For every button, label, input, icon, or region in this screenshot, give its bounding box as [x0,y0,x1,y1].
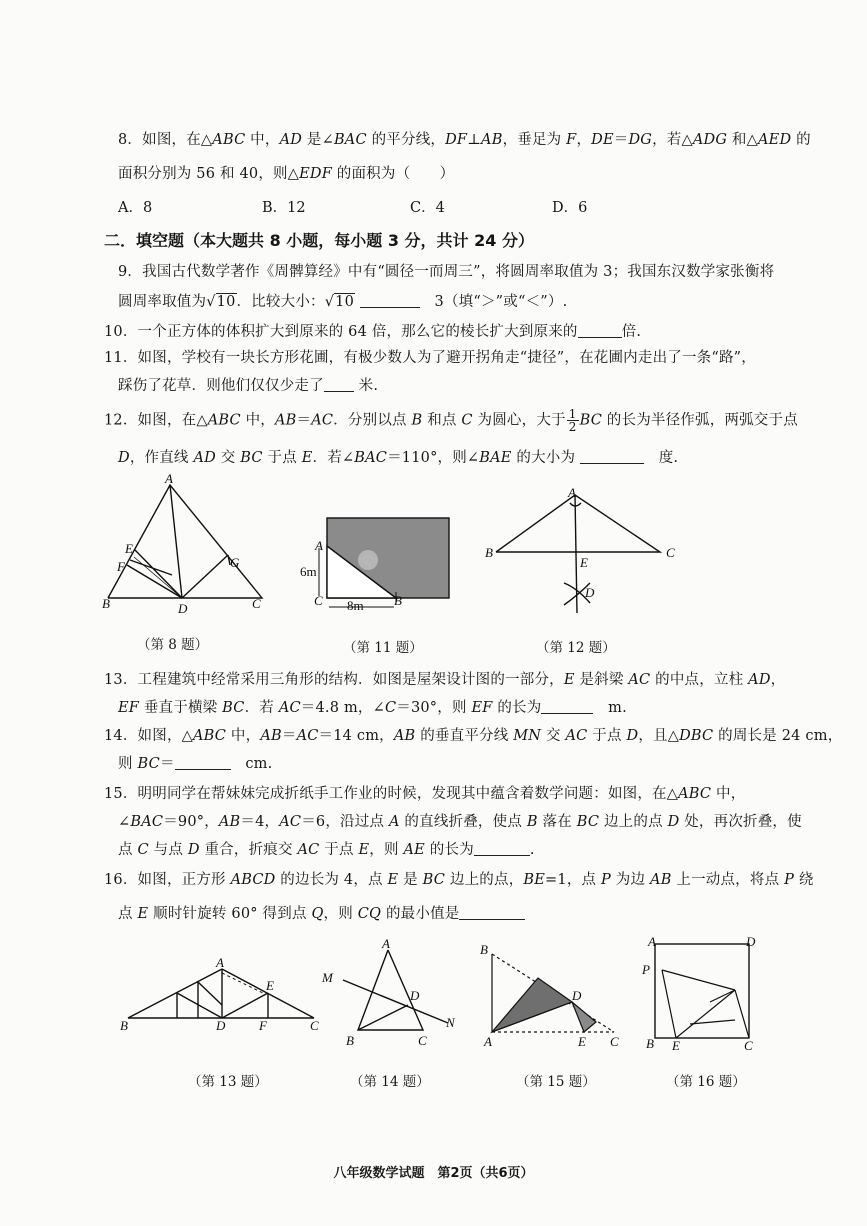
caption-fig11: （第 11 题） [343,640,423,656]
q13-answer-blank[interactable] [541,699,593,715]
q8-line1: 8．如图，在△ABC 中，AD 是∠BAC 的平分线，DF⊥AB，垂足为 F，DE＝DG，若△ADG 和△AED 的 [118,132,811,148]
q10-answer-blank[interactable] [578,323,622,339]
fig16-label-c: C [744,1038,753,1053]
q12-answer-blank[interactable] [580,449,644,465]
fig12-label-d: D [585,585,595,600]
q15-line3: 点 C 与点 D 重合，折痕交 AC 于点 E，则 AE 的长为 . [118,842,535,858]
figure-12 [482,485,682,620]
fig14-label-a: A [382,936,390,951]
q12-fraction: $\frac{1}{2}$ [568,407,577,434]
q15-answer-blank[interactable] [474,841,530,857]
q8-option-d: D．6 [552,200,588,216]
fig13-label-d: D [216,1018,226,1033]
q8-option-b: B．12 [262,200,306,216]
figure-16 [640,932,765,1057]
q8-option-c: C．4 [410,200,445,216]
q16-line2: 点 E 顺时针旋转 60° 得到点 Q，则 CQ 的最小值是 [118,902,525,923]
q15-line2: ∠BAC＝90°，AB＝4，AC＝6，沿过点 A 的直线折叠，使点 B 落在 BC 边上的点 D 处，再次折叠，使 [118,814,802,830]
caption-fig8: （第 8 题） [137,637,209,653]
fig11-label-a: A [315,538,323,553]
fig13-label-a: A [216,955,224,970]
fig12-label-b: B [485,545,493,560]
fig15-label-a: A [484,1034,492,1049]
fig14-label-n: N [446,1015,455,1030]
figure-15 [476,940,626,1055]
fig13-label-c: C [310,1018,319,1033]
fig8-label-b: B [102,596,110,611]
fig16-label-a: A [648,934,656,949]
q13-line2: EF 垂直于横梁 BC．若 AC＝4.8 m，∠C＝30°，则 EF 的长为 m. [118,700,627,716]
fig13-label-b: B [120,1018,128,1033]
fig8-label-e: E [125,541,133,556]
q9-answer-blank[interactable] [360,293,420,309]
section-heading: 二．填空题（本大题共 8 小题，每小题 3 分，共计 24 分） [104,231,534,250]
caption-fig16: （第 16 题） [666,1074,746,1090]
q8-line2: 面积分别为 56 和 40，则△EDF 的面积为（ ） [118,166,455,182]
fig8-label-f: F [117,559,125,574]
fig12-label-e: E [580,555,588,570]
q11-line1: 11．如图，学校有一块长方形花圃，有极少数人为了避开拐角走“捷径”，在花圃内走出了一条“路”， [104,350,756,366]
fig15-label-d: D [572,988,582,1003]
fig8-label-a: A [165,471,173,486]
fig8-label-g: G [230,555,240,570]
fig16-label-e: E [672,1038,680,1053]
fig12-label-a: A [568,485,576,500]
fig16-label-p: P [642,962,650,977]
fig13-label-f: F [259,1018,267,1033]
q15-line1: 15．明明同学在帮妹妹完成折纸手工作业的时候，发现其中蕴含着数学问题：如图，在△ABC 中， [104,786,746,802]
fig14-label-m: M [322,970,333,985]
fig11-label-c: C [314,593,323,608]
caption-fig13: （第 13 题） [188,1074,268,1090]
fig14-label-c: C [418,1033,427,1048]
fig13-label-e: E [266,978,274,993]
fig12-label-c: C [666,545,675,560]
fig8-label-c: C [252,596,261,611]
q8-option-a: A．8 [118,200,153,216]
fig16-label-b: B [646,1036,654,1051]
q14-line1: 14．如图，△ABC 中，AB＝AC＝14 cm，AB 的垂直平分线 MN 交 AC 于点 D，且△DBC 的周长是 24 cm， [104,728,843,744]
figure-14 [318,935,468,1050]
q14-answer-blank[interactable] [175,755,231,771]
fig15-label-c: C [610,1034,619,1049]
q16-answer-blank[interactable] [459,905,525,921]
q9-line1: 9．我国古代数学著作《周髀算经》中有“圆径一而周三”，将圆周率取值为 3；我国东汉数学家张衡将 [118,264,775,280]
caption-fig15: （第 15 题） [516,1074,596,1090]
caption-fig14: （第 14 题） [350,1074,430,1090]
figure-8 [100,471,270,616]
q11-answer-blank[interactable] [324,377,354,393]
q12-line2: D，作直线 AD 交 BC 于点 E．若∠BAC＝110°，则∠BAE 的大小为 度. [118,450,679,466]
q10-line: 10．一个正方体的体积扩大到原来的 64 倍，那么它的棱长扩大到原来的 倍. [104,324,642,340]
q12-line1: 12．如图，在△ABC 中，AB＝AC．分别以点 B 和点 C 为圆心，大于 $\frac{1}{2}$ BC 的长为半径作弧，两弧交于点 [104,407,798,434]
fig14-label-d: D [410,988,420,1003]
fig14-label-b: B [346,1033,354,1048]
q13-line1: 13．工程建筑中经常采用三角形的结构．如图是屋架设计图的一部分，E 是斜梁 AC 的中点，立柱 AD， [104,672,786,688]
figure-13 [118,955,328,1035]
page-footer: 八年级数学试题 第2页（共6页） [333,1166,534,1181]
fig16-label-d: D [746,934,756,949]
q9-line2: 圆周率取值为√10．比较大小：√10 3（填“＞”或“＜”）. [118,294,568,310]
figure-11 [300,510,460,615]
q14-line2: 则 BC＝ cm. [118,756,273,772]
caption-fig12: （第 12 题） [536,640,616,656]
q11-line2: 踩伤了花草．则他们仅仅少走了 米. [118,378,379,394]
fig8-label-d: D [178,601,188,616]
fig15-label-b: B [480,942,488,957]
q9-sqrt-2: 10 [335,294,355,310]
fig11-label-b: B [394,593,402,608]
fig11-label-8m: 8m [347,598,364,613]
fig15-label-e: E [578,1034,586,1049]
fig11-label-6m: 6m [300,564,317,579]
q16-line1: 16．如图，正方形 ABCD 的边长为 4，点 E 是 BC 边上的点，BE=1，点 P 为边 AB 上一动点，将点 P 绕 [104,872,814,888]
